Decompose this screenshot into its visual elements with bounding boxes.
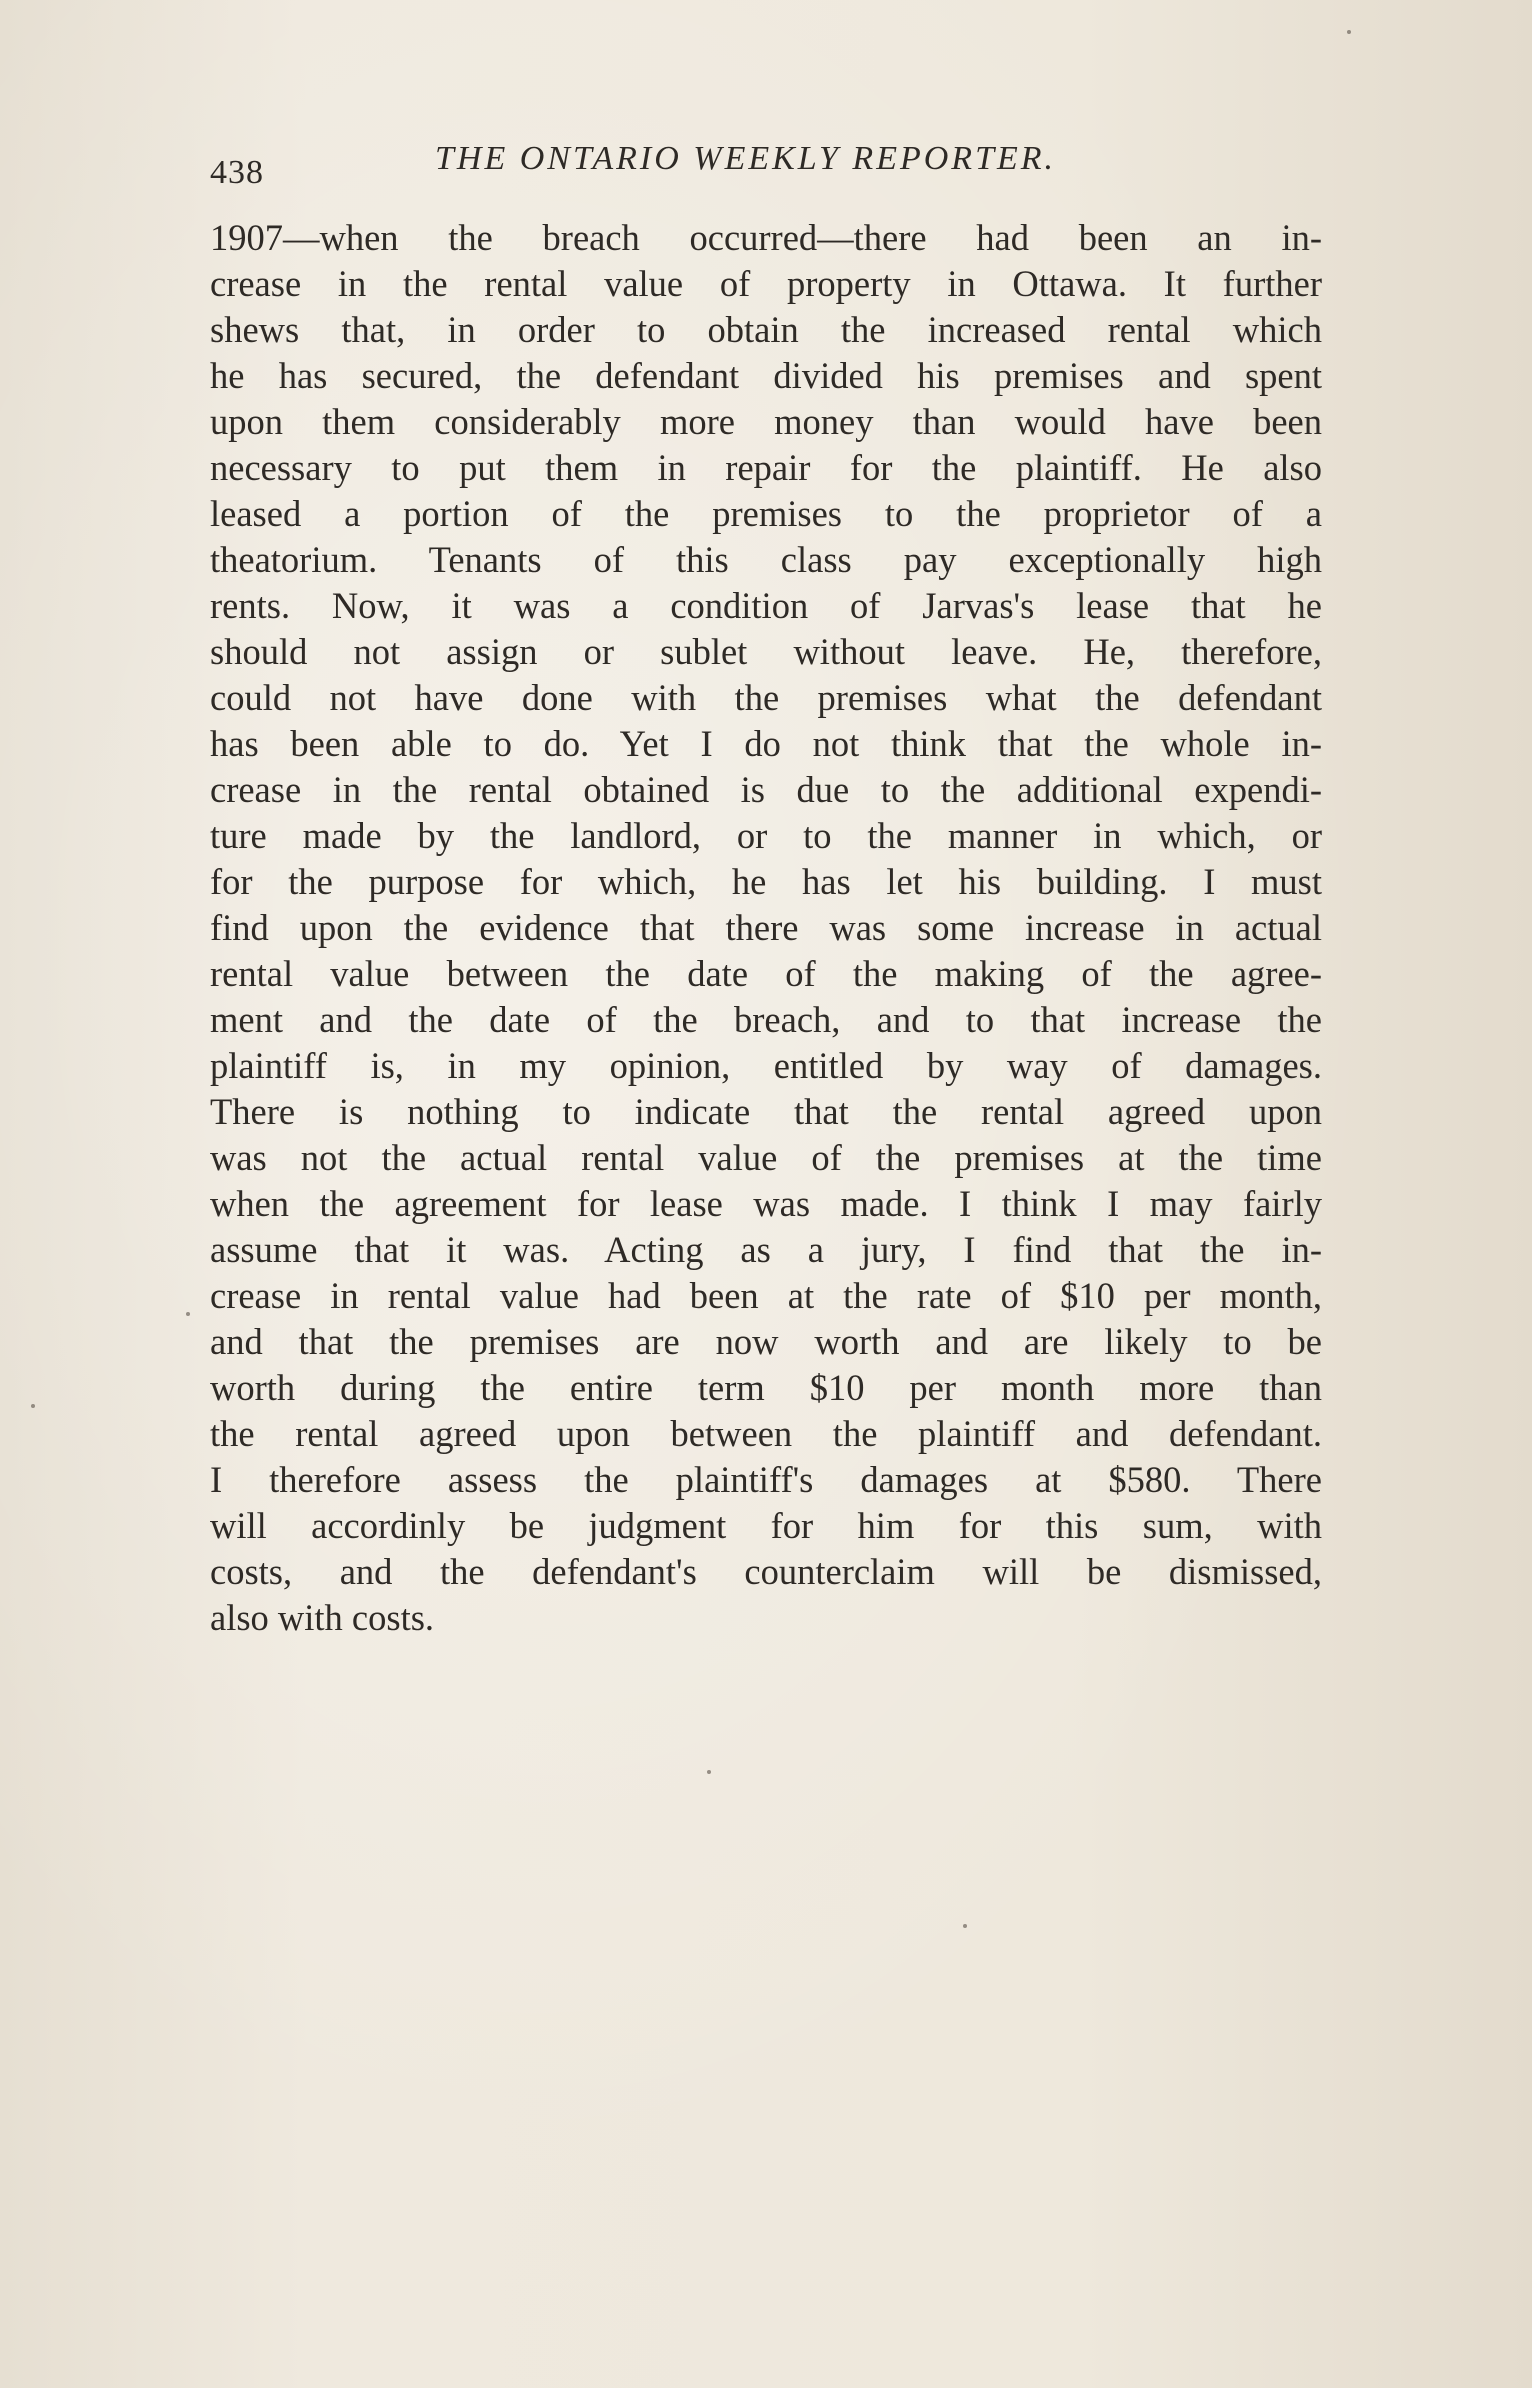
paper-speck — [186, 1312, 190, 1316]
text-line: There is nothing to indicate that the rental agreed upon — [210, 1091, 1322, 1132]
body-text — [210, 215, 1322, 1641]
text-line: for the purpose for which, he has let his building. I must — [210, 861, 1322, 902]
running-head — [210, 140, 1322, 200]
paper-speck — [707, 1770, 711, 1774]
paper-speck — [1347, 30, 1351, 34]
text-line: ture made by the landlord, or to the manner in which, or — [210, 815, 1322, 856]
text-line: crease in rental value had been at the rate of $10 per month, — [210, 1275, 1322, 1316]
text-line: he has secured, the defendant divided his premises and spent — [210, 355, 1322, 396]
text-line: when the agreement for lease was made. I think I may fairly — [210, 1183, 1322, 1224]
page-number: 438 — [210, 154, 264, 191]
text-line: was not the actual rental value of the premises at the time — [210, 1137, 1322, 1178]
text-line: will accordinly be judgment for him for this sum, with — [210, 1505, 1322, 1546]
text-line: upon them considerably more money than would have been — [210, 401, 1322, 442]
text-line: crease in the rental value of property in Ottawa. It further — [210, 263, 1322, 304]
paper-speck — [31, 1404, 35, 1408]
journal-title: THE ONTARIO WEEKLY REPORTER. — [435, 140, 1057, 177]
paper-speck — [963, 1924, 967, 1928]
text-line: assume that it was. Acting as a jury, I find that the in- — [210, 1229, 1322, 1270]
text-line: and that the premises are now worth and are likely to be — [210, 1321, 1322, 1362]
text-line: rental value between the date of the making of the agree- — [210, 953, 1322, 994]
text-line: could not have done with the premises what the defendant — [210, 677, 1322, 718]
text-line: theatorium. Tenants of this class pay exceptionally high — [210, 539, 1322, 580]
text-line: necessary to put them in repair for the plaintiff. He also — [210, 447, 1322, 488]
text-line: plaintiff is, in my opinion, entitled by way of damages. — [210, 1045, 1322, 1086]
text-line: I therefore assess the plaintiff's damages at $580. There — [210, 1459, 1322, 1500]
text-line: rents. Now, it was a condition of Jarvas's lease that he — [210, 585, 1322, 626]
text-line: also with costs. — [210, 1597, 435, 1638]
text-line: find upon the evidence that there was some increase in actual — [210, 907, 1322, 948]
text-line: costs, and the defendant's counterclaim will be dismissed, — [210, 1551, 1322, 1592]
text-line: worth during the entire term $10 per month more than — [210, 1367, 1322, 1408]
text-line: shews that, in order to obtain the increased rental which — [210, 309, 1322, 350]
text-line: the rental agreed upon between the plaintiff and defendant. — [210, 1413, 1322, 1454]
text-line: 1907—when the breach occurred—there had been an in- — [210, 217, 1322, 258]
text-line: ment and the date of the breach, and to that increase the — [210, 999, 1322, 1040]
text-line: leased a portion of the premises to the proprietor of a — [210, 493, 1322, 534]
text-line: should not assign or sublet without leave. He, therefore, — [210, 631, 1322, 672]
text-line: has been able to do. Yet I do not think that the whole in- — [210, 723, 1322, 764]
text-line: crease in the rental obtained is due to the additional expendi- — [210, 769, 1322, 810]
